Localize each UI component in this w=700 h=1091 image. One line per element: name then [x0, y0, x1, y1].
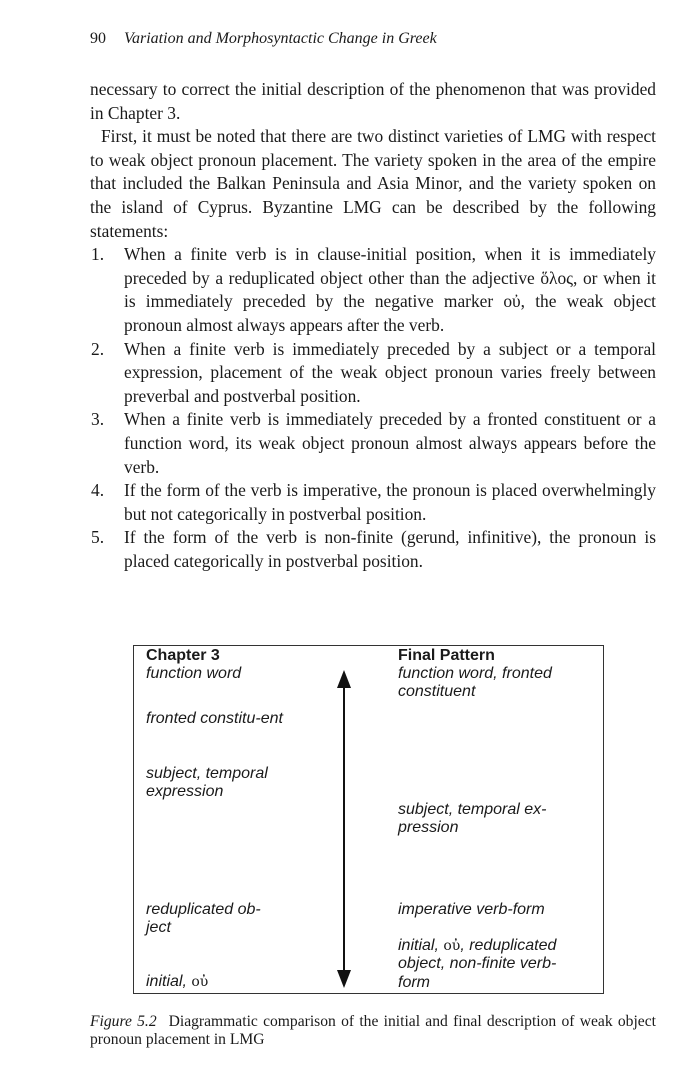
diagram-entry — [398, 937, 588, 992]
entry-text: initial, — [146, 973, 192, 990]
diagram-entry — [146, 973, 208, 991]
entry-text: , reduplicated object, non-finite verb-form — [398, 937, 557, 991]
caption-text: Diagrammatic comparison of the initial and final description of weak object pronoun placement in LMG — [90, 1013, 656, 1048]
page-number: 90 — [90, 30, 106, 47]
entry-text: initial, — [398, 937, 444, 954]
running-head — [90, 30, 437, 48]
column-header: Chapter 3 — [146, 647, 220, 664]
arrow-head-down — [337, 970, 351, 988]
list-item — [90, 243, 656, 337]
list-number: 4. — [91, 480, 105, 501]
arrow-head-up — [337, 670, 351, 688]
chapter3-column — [146, 647, 316, 990]
paragraph: First, it must be noted that there are two distinct varieties of LMG with respect to weak object pronoun placement. The variety spoken in the area of the empire that included the Balkan Peninsula and Asia Minor, and the variety spoken on the island of Cyprus. Byzantine LMG can be described by the following statements: — [90, 126, 656, 241]
figure-diagram — [133, 645, 604, 994]
list-text: When a finite verb is immediately preceded by a subject or a temporal expression, placement of the weak object pronoun varies freely between preverbal and postverbal position. — [124, 338, 656, 406]
diagram-entry: fronted constitu-ent — [146, 710, 283, 727]
statements-list — [90, 243, 656, 573]
list-item — [90, 408, 656, 479]
diagram-entry: imperative verb-form — [398, 901, 545, 918]
diagram-entry: function word, fronted constituent — [398, 665, 552, 701]
list-number: 1. — [91, 244, 105, 265]
final-pattern-column — [398, 647, 598, 991]
greek-ou: οὐ — [443, 938, 461, 954]
diagram-entry: function word — [146, 665, 242, 682]
book-title: Variation and Morphosyntactic Change in Greek — [124, 30, 437, 47]
figure-caption — [90, 1013, 656, 1049]
body-text — [90, 78, 656, 573]
paragraph: necessary to correct the initial description of the phenomenon that was provided in Chapter 3. — [90, 79, 656, 123]
list-text: When a finite verb is in clause-initial position, when it is immediately preceded by a reduplicated object other than the adjective ὅλος, or when it is immediately preceded by the negative marker οὐ, the weak object pronoun almost always appears after the verb. — [124, 244, 656, 335]
list-number: 3. — [91, 409, 105, 430]
column-header: Final Pattern — [398, 647, 495, 664]
double-headed-arrow-icon — [332, 670, 356, 988]
diagram-entry: reduplicated ob-ject — [146, 901, 261, 937]
list-item — [90, 338, 656, 409]
list-number: 2. — [91, 338, 105, 359]
list-number: 5. — [91, 527, 105, 548]
list-text: When a finite verb is immediately preceded by a fronted constituent or a function word, its weak object pronoun almost always appears before the verb. — [124, 409, 656, 477]
list-item — [90, 479, 656, 526]
diagram-entry: subject, temporal ex-pression — [398, 801, 547, 837]
greek-ou: οὐ — [191, 974, 209, 990]
list-text: If the form of the verb is imperative, the pronoun is placed overwhelmingly but not categorically in postverbal position. — [124, 480, 656, 524]
diagram-entry: subject, temporal expression — [146, 765, 268, 801]
list-text: If the form of the verb is non-finite (gerund, infinitive), the pronoun is placed categorically in postverbal position. — [124, 527, 656, 571]
list-item — [90, 526, 656, 573]
figure-label: Figure 5.2 — [90, 1013, 157, 1030]
